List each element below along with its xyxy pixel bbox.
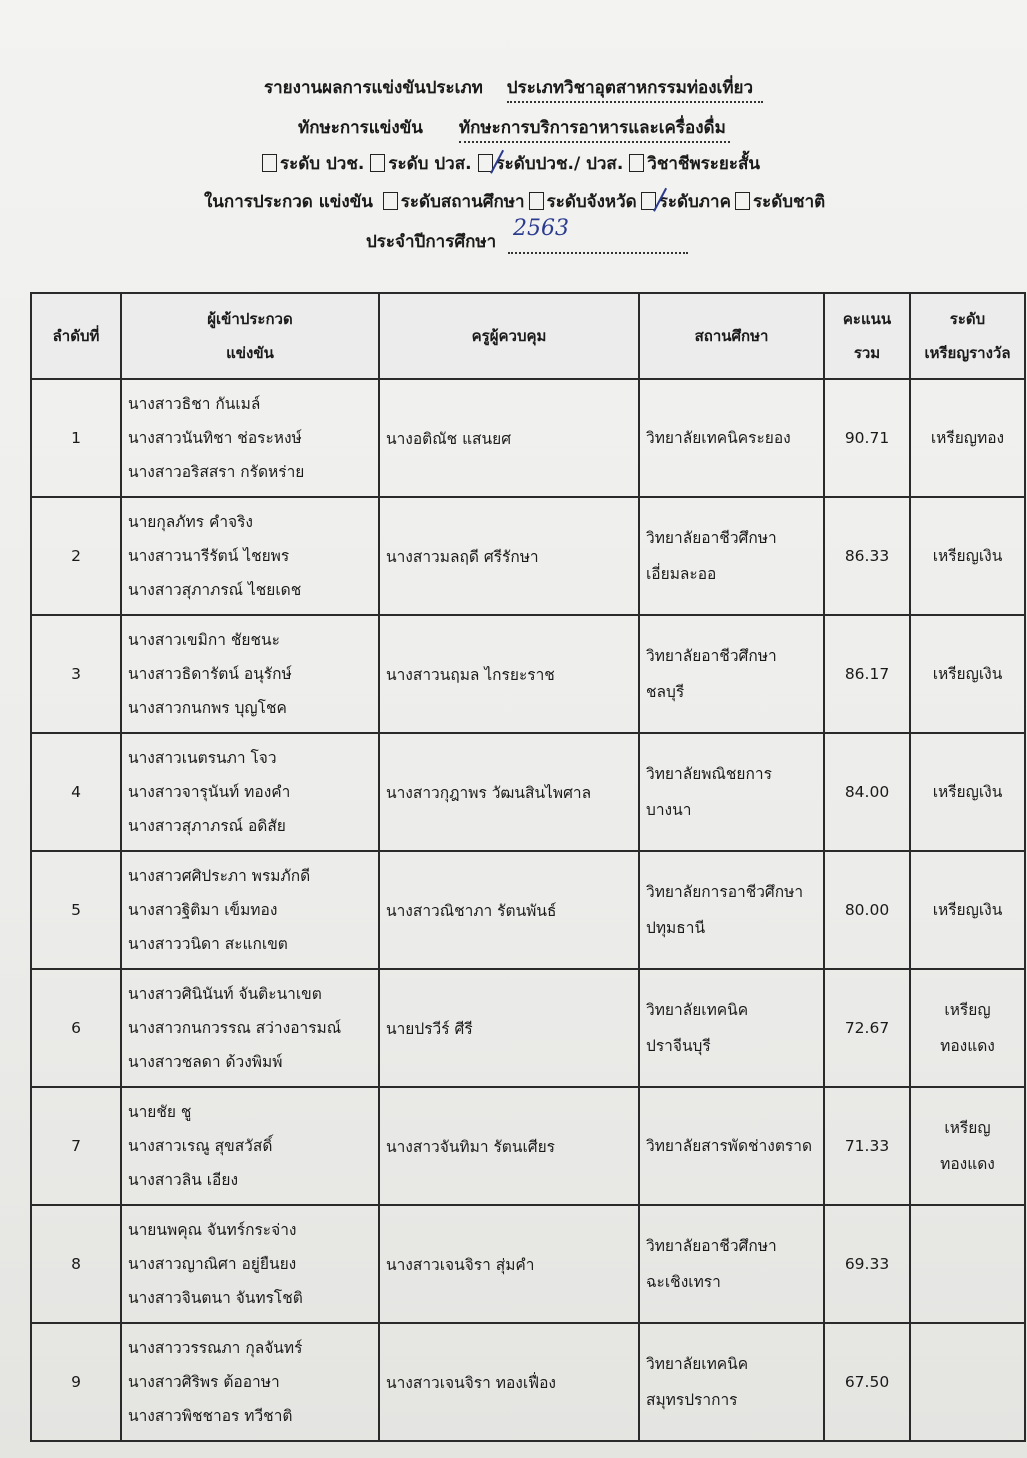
cell-school	[639, 1323, 824, 1441]
scope-options	[204, 188, 825, 215]
school-name-line: วิทยาลัยเทคนิคระยอง	[646, 429, 791, 447]
award-line: ทองแดง	[940, 1037, 995, 1055]
level-option-label: ระดับ ปวช.	[280, 154, 365, 174]
contestant-name: นายชัย ชู	[128, 1103, 192, 1121]
results-table	[30, 292, 1026, 1442]
table-row	[31, 733, 1025, 851]
cell-score: 90.71	[824, 379, 910, 497]
cell-rank: 6	[31, 969, 121, 1087]
cell-teacher: นางสาวนฤมล ไกรยะราช	[379, 615, 639, 733]
col-header-names-line2: แข่งขัน	[226, 344, 274, 362]
school-name-line: วิทยาลัยเทคนิค	[646, 1001, 749, 1019]
table-row	[31, 1205, 1025, 1323]
cell-score: 80.00	[824, 851, 910, 969]
scope-option	[383, 192, 525, 212]
cell-score: 84.00	[824, 733, 910, 851]
col-header-score-line2: รวม	[853, 344, 881, 362]
cell-award	[910, 1323, 1025, 1441]
school-name-line: บางนา	[646, 801, 692, 819]
cell-award	[910, 1205, 1025, 1323]
table-row	[31, 497, 1025, 615]
category-label: รายงานผลการแข่งขันประเภท	[264, 78, 483, 98]
table-row	[31, 1323, 1025, 1441]
contestant-name: นางสาววนิดา สะแกเขต	[128, 935, 288, 953]
level-option	[262, 154, 364, 174]
table-row	[31, 379, 1025, 497]
award-line: เหรียญเงิน	[932, 665, 1003, 683]
contestant-name: นางสาวอริสสรา กรัดหร่าย	[128, 463, 305, 481]
header-line-category	[264, 74, 763, 103]
col-header-score-line1: คะแนน	[842, 310, 892, 328]
table-row	[31, 615, 1025, 733]
cell-rank: 5	[31, 851, 121, 969]
report-header	[0, 0, 1027, 290]
scope-option-label: ระดับจังหวัด	[546, 192, 637, 212]
cell-contestants	[121, 969, 379, 1087]
col-header-names-line1: ผู้เข้าประกวด	[207, 310, 293, 328]
cell-school	[639, 851, 824, 969]
cell-teacher: นางสาวจันทิมา รัตนเศียร	[379, 1087, 639, 1205]
contestant-name: นางสาวจารุนันท์ ทองคำ	[128, 783, 291, 801]
level-option	[370, 154, 471, 174]
school-name-line: วิทยาลัยอาชีวศึกษา	[646, 647, 777, 665]
cell-teacher: นางอติณัช แสนยศ	[379, 379, 639, 497]
contestant-name: นางสาวนันทิชา ช่อระหงษ์	[128, 429, 302, 447]
cell-rank: 7	[31, 1087, 121, 1205]
level-checkbox[interactable]	[478, 154, 493, 172]
table-row	[31, 851, 1025, 969]
cell-school	[639, 733, 824, 851]
cell-contestants	[121, 733, 379, 851]
award-line: เหรียญเงิน	[932, 901, 1003, 919]
cell-contestants	[121, 851, 379, 969]
cell-rank: 3	[31, 615, 121, 733]
cell-school	[639, 379, 824, 497]
contestant-name: นางสาวศินินันท์ จันติะนาเขต	[128, 985, 322, 1003]
scope-label: ในการประกวด แข่งขัน	[204, 192, 373, 212]
cell-contestants	[121, 1323, 379, 1441]
school-name-line: ปราจีนบุรี	[646, 1037, 711, 1055]
cell-score: 67.50	[824, 1323, 910, 1441]
cell-award	[910, 851, 1025, 969]
award-line: ทองแดง	[940, 1155, 995, 1173]
year-label: ประจำปีการศึกษา	[366, 232, 497, 252]
scope-checkbox[interactable]	[383, 192, 398, 210]
table-row	[31, 1087, 1025, 1205]
table-row	[31, 969, 1025, 1087]
level-option-label: ระดับ ปวส.	[388, 154, 472, 174]
contestant-name: นางสาวญาณิศา อยู่ยืนยง	[128, 1255, 297, 1273]
level-checkbox[interactable]	[629, 154, 644, 172]
cell-school	[639, 1205, 824, 1323]
header-line-skill	[298, 114, 730, 143]
award-line: เหรียญทอง	[930, 429, 1005, 447]
cell-score: 86.33	[824, 497, 910, 615]
cell-rank: 4	[31, 733, 121, 851]
cell-contestants	[121, 615, 379, 733]
cell-rank: 8	[31, 1205, 121, 1323]
skill-label: ทักษะการแข่งขัน	[298, 118, 423, 138]
school-name-line: วิทยาลัยพณิชยการ	[646, 765, 772, 783]
scope-option-label: ระดับสถานศึกษา	[400, 192, 525, 212]
cell-rank: 9	[31, 1323, 121, 1441]
level-option-label: ระดับปวช./ ปวส.	[495, 154, 624, 174]
cell-rank: 2	[31, 497, 121, 615]
col-header-award-line2: เหรียญรางวัล	[924, 344, 1011, 362]
cell-teacher: นายปรวีร์ ศีรี	[379, 969, 639, 1087]
contestant-name: นายนพคุณ จันทร์กระจ่าง	[128, 1221, 297, 1239]
col-header-school: สถานศึกษา	[639, 293, 824, 379]
contestant-name: นางสาวธิชา กันเมล์	[128, 395, 261, 413]
contestant-name: นางสาวเนตรนภา โจว	[128, 749, 277, 767]
level-option	[629, 154, 760, 174]
table-header-row	[31, 293, 1025, 379]
cell-award	[910, 497, 1025, 615]
contestant-name: นางสาวศศิประภา พรมภักดี	[128, 867, 311, 885]
school-name-line: วิทยาลัยการอาชีวศึกษา	[646, 883, 804, 901]
school-name-line: วิทยาลัยสารพัดช่างตราด	[646, 1137, 813, 1155]
cell-award	[910, 969, 1025, 1087]
contestant-name: นางสาวธิดารัตน์ อนุรักษ์	[128, 665, 292, 683]
col-header-names	[121, 293, 379, 379]
col-header-score	[824, 293, 910, 379]
cell-contestants	[121, 497, 379, 615]
cell-contestants	[121, 1205, 379, 1323]
level-option-label: วิชาชีพระยะสั้น	[647, 154, 761, 174]
award-line: เหรียญเงิน	[932, 547, 1003, 565]
school-name-line: วิทยาลัยเทคนิค	[646, 1355, 749, 1373]
scope-option	[735, 192, 825, 212]
contestant-name: นางสาววรรณภา กุลจันทร์	[128, 1339, 303, 1357]
contestant-name: นางสาวกนกวรรณ สว่างอารมณ์	[128, 1019, 342, 1037]
contestant-name: นางสาวพิชชาอร ทวีชาติ	[128, 1407, 293, 1425]
level-option	[478, 154, 624, 174]
cell-award	[910, 733, 1025, 851]
school-name-line: ปทุมธานี	[646, 919, 706, 937]
award-line: เหรียญ	[944, 1001, 991, 1019]
contestant-name: นางสาวลิน เอียง	[128, 1171, 239, 1189]
school-name-line: เอี่ยมละออ	[646, 565, 717, 583]
results-table-body	[31, 379, 1025, 1441]
scope-option-label: ระดับชาติ	[752, 192, 826, 212]
contestant-name: นางสาวจินตนา จันทรโชติ	[128, 1289, 303, 1307]
cell-score: 86.17	[824, 615, 910, 733]
school-name-line: วิทยาลัยอาชีวศึกษา	[646, 1237, 777, 1255]
cell-teacher: นางสาวณิชาภา รัตนพันธ์	[379, 851, 639, 969]
scope-option	[641, 192, 731, 212]
category-value: ประเภทวิชาอุตสาหกรรมท่องเที่ยว	[507, 74, 763, 103]
contestant-name: นางสาวกนกพร บุญโชค	[128, 699, 287, 717]
col-header-award	[910, 293, 1025, 379]
contestant-name: นางสาวนารีรัตน์ ไชยพร	[128, 547, 290, 565]
cell-teacher: นางสาวเจนจิรา ทองเฟื่อง	[379, 1323, 639, 1441]
year-handwritten: 2563	[513, 216, 569, 241]
cell-award	[910, 615, 1025, 733]
school-name-line: ฉะเชิงเทรา	[646, 1273, 721, 1291]
cell-contestants	[121, 379, 379, 497]
cell-score: 69.33	[824, 1205, 910, 1323]
level-checkbox[interactable]	[262, 154, 277, 172]
contestant-name: นางสาวชลดา ด้วงพิมพ์	[128, 1053, 283, 1071]
scope-checkbox[interactable]	[641, 192, 656, 210]
cell-school	[639, 497, 824, 615]
col-header-teacher: ครูผู้ควบคุม	[379, 293, 639, 379]
scope-checkbox[interactable]	[529, 192, 544, 210]
scope-option-label: ระดับภาค	[658, 192, 731, 212]
level-checkbox[interactable]	[370, 154, 385, 172]
contestant-name: นายกุลภัทร คำจริง	[128, 513, 253, 531]
scope-option	[529, 192, 637, 212]
cell-school	[639, 1087, 824, 1205]
cell-score: 71.33	[824, 1087, 910, 1205]
skill-value: ทักษะการบริการอาหารและเครื่องดื่ม	[459, 114, 730, 143]
col-header-award-line1: ระดับ	[949, 310, 986, 328]
cell-teacher: นางสาวเจนจิรา สุ่มคำ	[379, 1205, 639, 1323]
contestant-name: นางสาวเขมิกา ชัยชนะ	[128, 631, 280, 649]
school-name-line: วิทยาลัยอาชีวศึกษา	[646, 529, 777, 547]
contestant-name: นางสาวเรณู สุขสวัสดิ์	[128, 1137, 273, 1155]
cell-rank: 1	[31, 379, 121, 497]
contestant-name: นางสาวสุภาภรณ์ อดิสัย	[128, 817, 286, 835]
level-options	[262, 150, 760, 177]
award-line: เหรียญเงิน	[932, 783, 1003, 801]
scope-checkbox[interactable]	[735, 192, 750, 210]
school-name-line: สมุทรปราการ	[646, 1391, 738, 1409]
contestant-name: นางสาวสุภาภรณ์ ไชยเดช	[128, 581, 302, 599]
cell-school	[639, 969, 824, 1087]
col-header-no: ลำดับที่	[31, 293, 121, 379]
cell-school	[639, 615, 824, 733]
award-line: เหรียญ	[944, 1119, 991, 1137]
contestant-name: นางสาวฐิติมา เข็มทอง	[128, 901, 278, 919]
cell-teacher: นางสาวกุฎาพร วัฒนสินไพศาล	[379, 733, 639, 851]
cell-score: 72.67	[824, 969, 910, 1087]
contestant-name: นางสาวศิริพร ต้ออาษา	[128, 1373, 280, 1391]
cell-contestants	[121, 1087, 379, 1205]
school-name-line: ชลบุรี	[646, 683, 685, 701]
cell-award	[910, 1087, 1025, 1205]
cell-teacher: นางสาวมลฤดี ศรีรักษา	[379, 497, 639, 615]
cell-award	[910, 379, 1025, 497]
